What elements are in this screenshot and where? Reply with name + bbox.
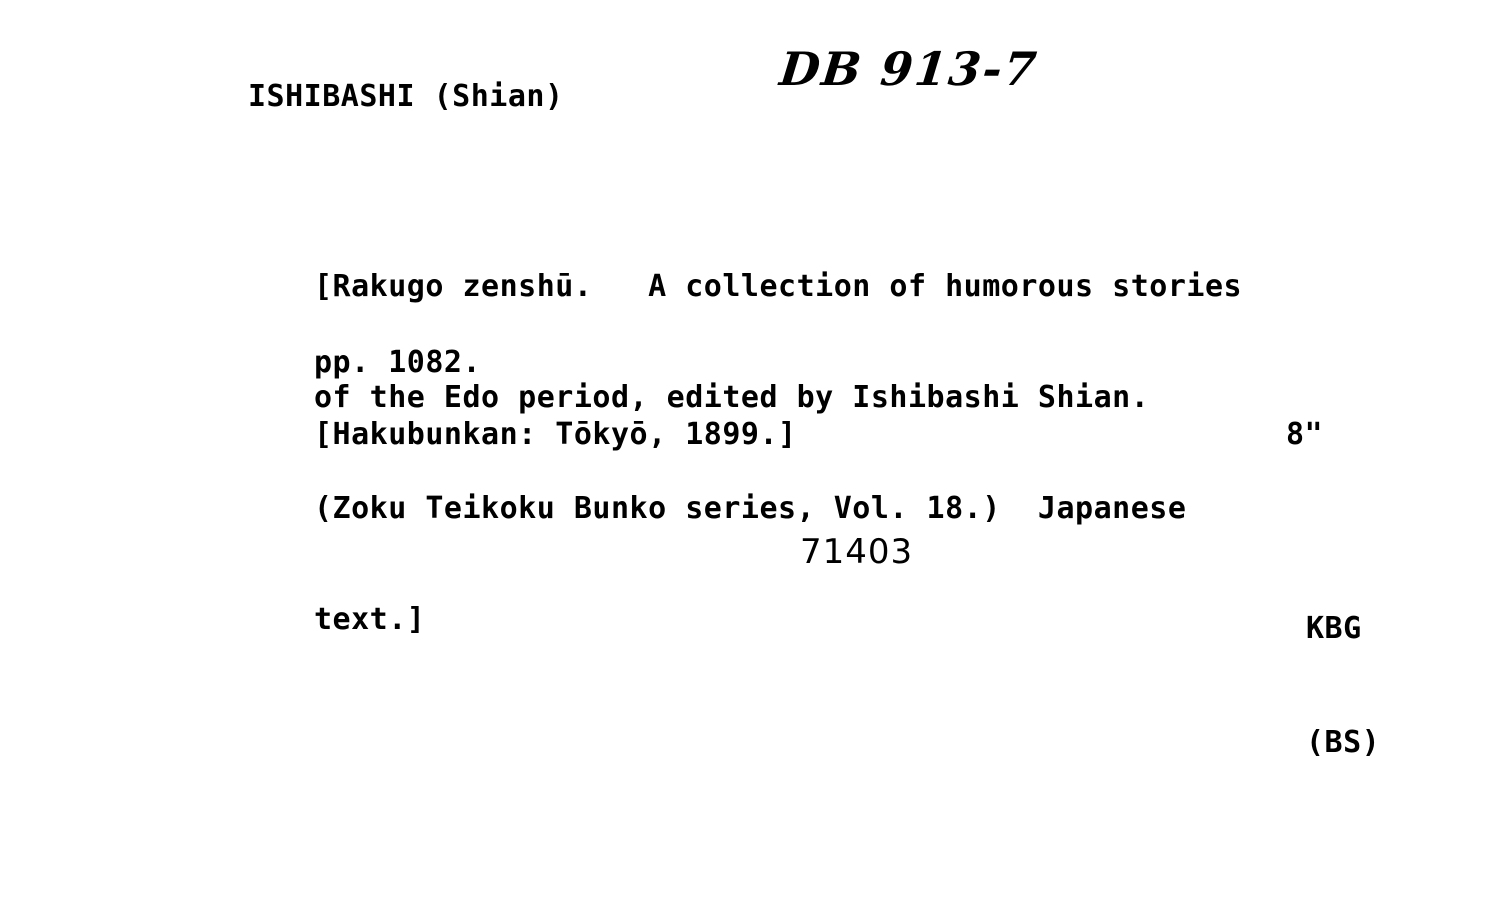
cataloger-codes [1306,534,1380,838]
call-number-handwritten: DB 913-7 [777,42,1041,96]
book-size: 8" [1286,417,1324,452]
cataloger-code: KBG [1306,611,1362,646]
imprint: [Hakubunkan: Tōkyō, 1899.] [314,417,797,452]
accession-number: 71403 [800,532,914,572]
description-line: of the Edo period, edited by Ishibashi Shian. [314,380,1150,415]
description-line: [Rakugo zenshū. A collection of humorous stories [314,269,1243,304]
description-line: text.] [314,602,426,637]
title-description [314,194,1464,712]
pagination: pp. 1082. [314,345,482,380]
cataloger-code: (BS) [1306,725,1381,760]
description-line: (Zoku Teikoku Bunko series, Vol. 18.) Japanese [314,491,1187,526]
author-heading: ISHIBASHI (Shian) [248,79,564,114]
